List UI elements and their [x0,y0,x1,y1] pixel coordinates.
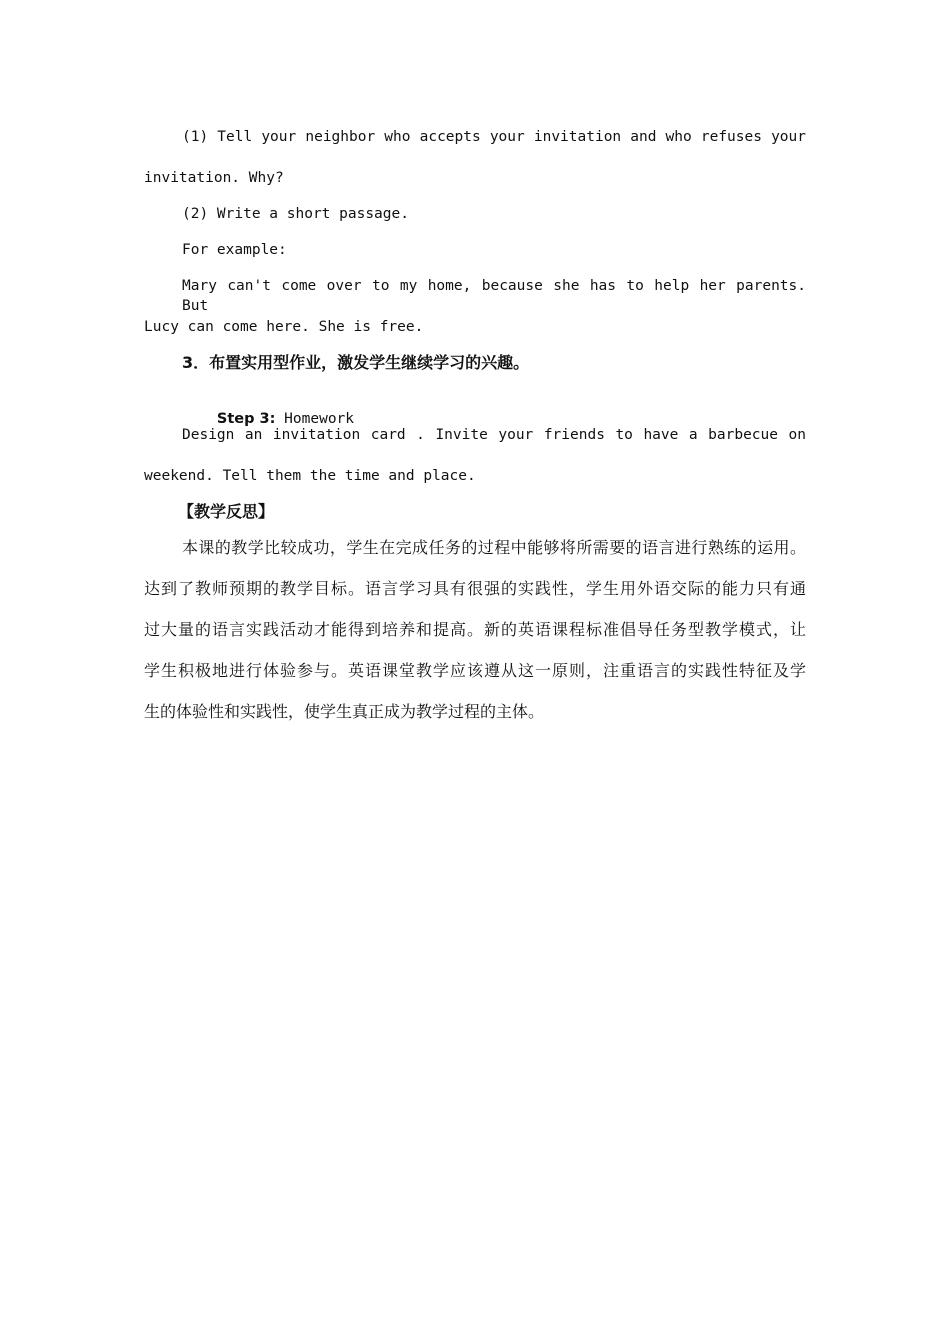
step3-text: Homework [275,411,355,427]
reflection-line-1: 本课的教学比较成功，学生在完成任务的过程中能够将所需要的语言进行熟练的运用。 [182,538,806,557]
homework-line2: weekend. Tell them the time and place. [144,468,476,484]
example-line1: Mary can't come over to my home, because she has to help her parents. But [182,278,806,314]
reflection-heading: 【教学反思】 [178,502,275,521]
reflection-line-4: 学生积极地进行体验参与。英语课堂教学应该遵从这一原则，注重语言的实践性特征及学 [144,661,806,680]
task2-text: (2) Write a short passage. [182,206,409,222]
reflection-line-5: 生的体验性和实践性，使学生真正成为教学过程的主体。 [144,702,545,721]
reflection-line-2: 达到了教师预期的教学目标。语言学习具有很强的实践性，学生用外语交际的能力只有通 [144,579,806,598]
example-line2: Lucy can come here. She is free. [144,319,424,335]
homework-line1: Design an invitation card . Invite your friends to have a barbecue on [182,427,806,443]
example-label: For example: [182,242,287,258]
step3-label: Step 3: [216,411,276,427]
section-heading-3: 3．布置实用型作业，激发学生继续学习的兴趣。 [182,353,530,372]
reflection-line-3: 过大量的语言实践活动才能得到培养和提高。新的英语课程标准倡导任务型教学模式，让 [144,620,806,639]
task1-line1: (1) Tell your neighbor who accepts your invitation and who refuses your [182,129,806,145]
task1-line2: invitation. Why? [144,170,284,186]
